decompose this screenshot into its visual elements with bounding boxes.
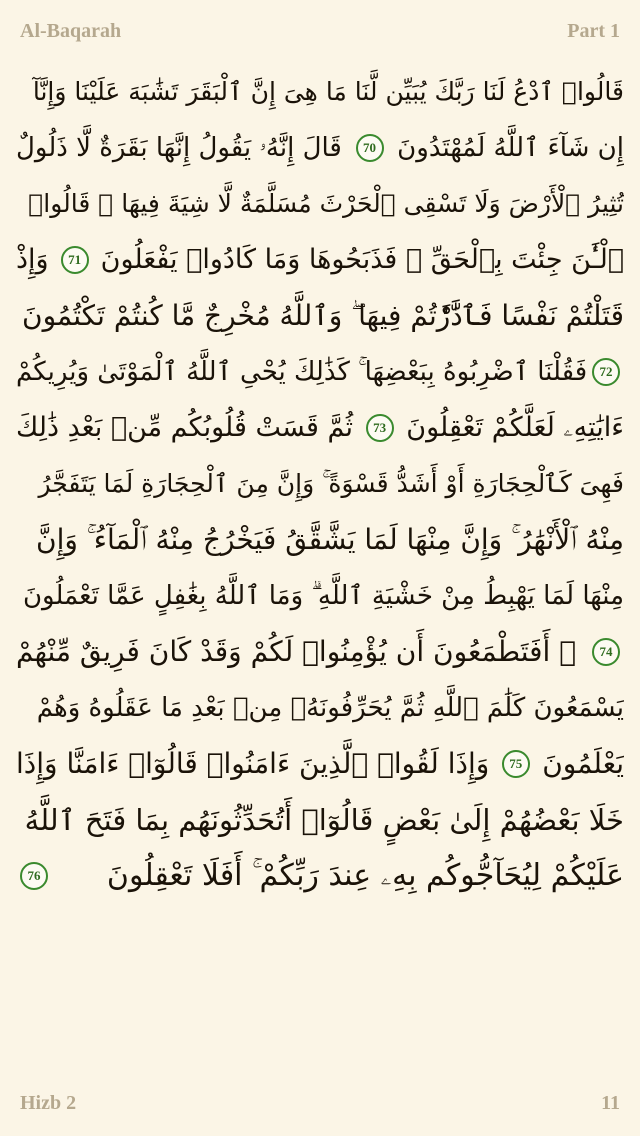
text-line bbox=[16, 120, 624, 176]
verse-number-marker[interactable]: 72 bbox=[592, 358, 620, 386]
verse-text: يَسْمَعُونَ كَلَٰمَ ٱللَّهِ ثُمَّ يُحَرِّفُونَهُۥ مِنۢ بَعْدِ مَا عَقَلُوهُ وَهُمْ bbox=[36, 693, 624, 723]
verse-text: قَالُوا۟ ٱدْعُ لَنَا رَبَّكَ يُبَيِّن لَّنَا مَا هِىَ إِنَّ ٱلْبَقَرَ تَشَٰبَهَ عَلَيْنَا وَإِنَّآ bbox=[32, 77, 624, 106]
verse-number-marker[interactable]: 73 bbox=[366, 414, 394, 442]
verse-number-marker[interactable]: 74 bbox=[592, 638, 620, 666]
verse-number-marker[interactable]: 71 bbox=[61, 246, 89, 274]
verse-text: وَإِذَا لَقُوا۟ ٱلَّذِينَ ءَامَنُوا۟ قَالُوٓا۟ ءَامَنَّا وَإِذَا bbox=[16, 747, 490, 780]
part-label: Part 1 bbox=[567, 19, 620, 42]
text-line bbox=[16, 288, 624, 344]
verse-text: ۞ أَفَتَطْمَعُونَ أَن يُؤْمِنُوا۟ لَكُمْ وَقَدْ كَانَ فَرِيقٌ مِّنْهُمْ bbox=[16, 635, 577, 668]
page-header bbox=[20, 16, 620, 46]
verse-text: ءَايَٰتِهِۦ لَعَلَّكُمْ تَعْقِلُونَ bbox=[406, 412, 624, 443]
hizb-label: Hizb 2 bbox=[20, 1091, 77, 1114]
text-line bbox=[16, 344, 624, 400]
text-line bbox=[16, 232, 624, 288]
verse-text: ثُمَّ قَسَتْ قُلُوبُكُم مِّنۢ بَعْدِ ذَٰلِكَ bbox=[16, 412, 354, 443]
text-line bbox=[16, 680, 624, 736]
verse-text: عَلَيْكُمْ لِيُحَآجُّوكُم بِهِۦ عِندَ رَبِّكُمْ ۚ أَفَلَا تَعْقِلُونَ bbox=[106, 858, 624, 893]
verse-number-marker[interactable]: 70 bbox=[356, 134, 384, 162]
text-line bbox=[16, 512, 624, 568]
verse-text: فَقُلْنَا ٱضْرِبُوهُ بِبَعْضِهَا ۚ كَذَٰلِكَ يُحْىِ ٱللَّهُ ٱلْمَوْتَىٰ وَيُرِيكُمْ bbox=[16, 357, 588, 387]
verse-text: مِنْهُ ٱلْأَنْهَٰرُ ۚ وَإِنَّ مِنْهَا لَمَا يَشَّقَّقُ فَيَخْرُجُ مِنْهُ ٱلْمَآءُ ۚ وَإِنَّ bbox=[36, 523, 624, 556]
verse-text: خَلَا بَعْضُهُمْ إِلَىٰ بَعْضٍ قَالُوٓا۟ أَتُحَدِّثُونَهُم بِمَا فَتَحَ ٱللَّهُ bbox=[24, 803, 624, 837]
verse-text: قَتَلْتُمْ نَفْسًا فَٱدَّٰرَْٰٔتُمْ فِيهَا ۖ وَٱللَّهُ مُخْرِجٌ مَّا كُنتُمْ تَكْتُمُونَ bbox=[22, 299, 624, 332]
page-number: 11 bbox=[601, 1091, 620, 1114]
text-line bbox=[16, 624, 624, 680]
text-line bbox=[16, 456, 624, 512]
verse-number-marker[interactable]: 76 bbox=[20, 862, 48, 890]
surah-name: Al-Baqarah bbox=[20, 19, 122, 42]
verse-text: قَالَ إِنَّهُۥ يَقُولُ إِنَّهَا بَقَرَةٌ لَّا ذَلُولٌ bbox=[16, 133, 342, 163]
verse-text: ٱلْـَٰٔنَ جِئْتَ بِٱلْحَقِّ ۚ فَذَبَحُوهَا وَمَا كَادُوا۟ يَفْعَلُونَ bbox=[100, 244, 624, 275]
text-line bbox=[16, 848, 624, 904]
page-footer bbox=[20, 1088, 620, 1118]
mushaf-page bbox=[16, 64, 624, 1072]
verse-text: مِنْهَا لَمَا يَهْبِطُ مِنْ خَشْيَةِ ٱللَّهِ ۗ وَمَا ٱللَّهُ بِغَٰفِلٍ عَمَّا تَعْمَلُونَ bbox=[22, 581, 624, 611]
verse-text: تُثِيرُ ٱلْأَرْضَ وَلَا تَسْقِى ٱلْحَرْثَ مُسَلَّمَةٌ لَّا شِيَةَ فِيهَا ۚ قَالُوا۟ bbox=[28, 189, 624, 218]
text-line bbox=[16, 400, 624, 456]
text-line bbox=[16, 568, 624, 624]
text-line bbox=[16, 792, 624, 848]
verse-number-marker[interactable]: 75 bbox=[502, 750, 530, 778]
text-line bbox=[16, 736, 624, 792]
text-line bbox=[16, 176, 624, 232]
verse-text: إِن شَآءَ ٱللَّهُ لَمُهْتَدُونَ bbox=[397, 133, 624, 163]
verse-text: فَهِىَ كَٱلْحِجَارَةِ أَوْ أَشَدُّ قَسْوَةً ۚ وَإِنَّ مِنَ ٱلْحِجَارَةِ لَمَا يَتَفَجَّرُ bbox=[38, 469, 624, 498]
text-line bbox=[16, 64, 624, 120]
verse-text: وَإِذْ bbox=[16, 244, 49, 275]
verse-text: يَعْلَمُونَ bbox=[542, 747, 624, 780]
